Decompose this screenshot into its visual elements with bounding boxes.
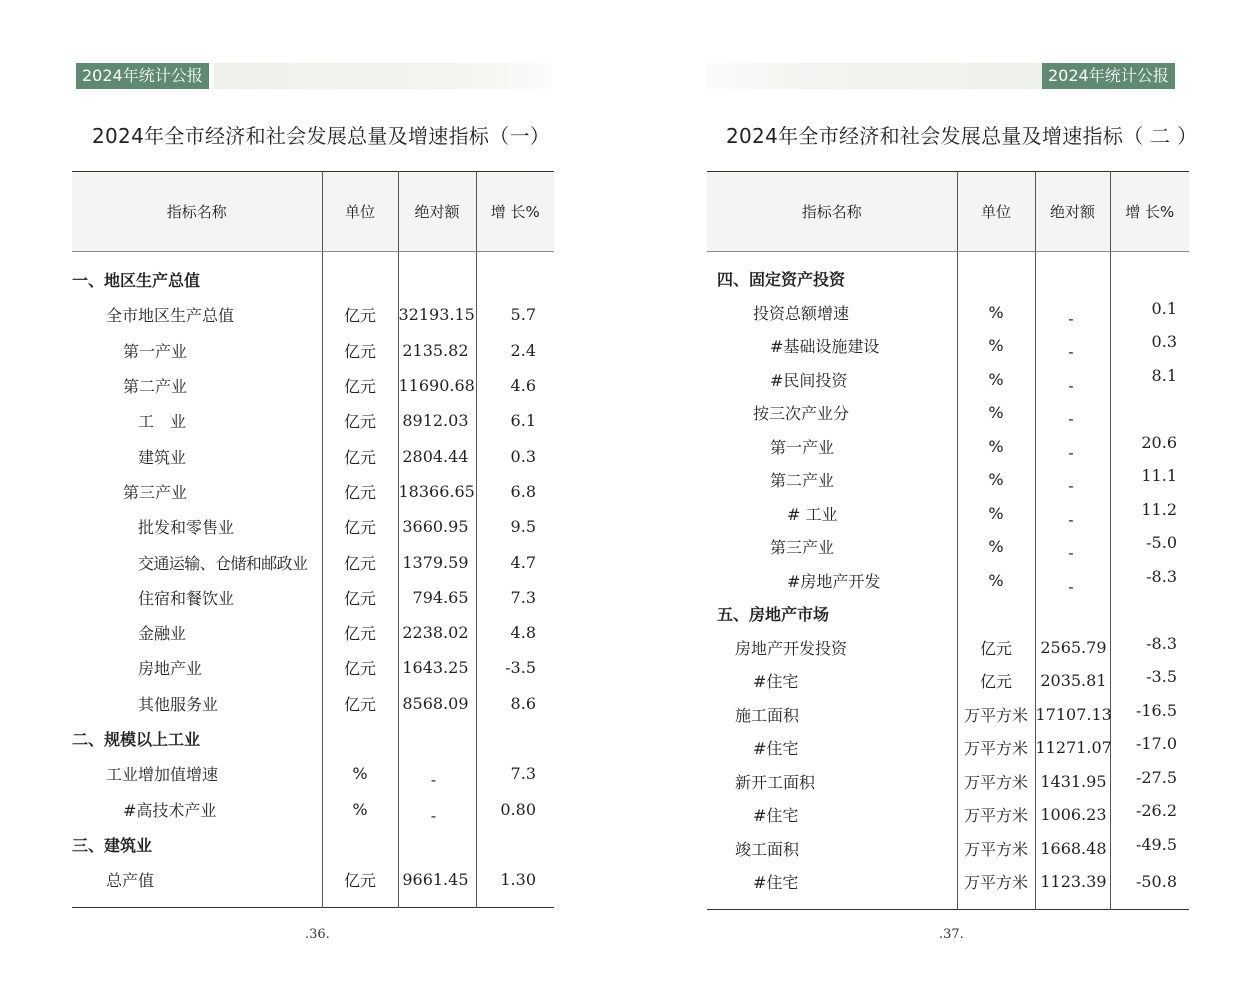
table-header-row xyxy=(72,172,554,252)
absolute-cell: 3660.95 xyxy=(398,509,476,544)
indicator-name: 建筑业 xyxy=(138,447,187,467)
indicator-name: 全市地区生产总值 xyxy=(106,306,235,326)
table-row xyxy=(72,297,554,332)
table-row xyxy=(707,463,1189,497)
table-row xyxy=(707,396,1189,430)
growth-cell: 0.80 xyxy=(476,791,554,826)
growth-cell xyxy=(1110,392,1189,426)
absolute-cell: 17107.13 xyxy=(1035,698,1110,732)
unit-cell: % xyxy=(322,756,398,791)
header-band xyxy=(706,63,1042,89)
column-header-absolute: 绝对额 xyxy=(1035,172,1110,252)
unit-cell: 亿元 xyxy=(322,333,398,368)
absolute-cell: 18366.65 xyxy=(398,474,476,509)
growth-cell: 2.4 xyxy=(476,333,554,368)
unit-cell: 亿元 xyxy=(322,368,398,403)
absolute-cell: - xyxy=(430,770,437,790)
absolute-cell: 8568.09 xyxy=(398,686,476,721)
unit-cell: 亿元 xyxy=(322,297,398,332)
growth-cell: -50.8 xyxy=(1110,865,1189,899)
section-row xyxy=(707,262,1189,296)
unit-cell: 亿元 xyxy=(322,686,398,721)
column-header-name: 指标名称 xyxy=(72,172,322,252)
indicator-name: #民间投资 xyxy=(770,370,848,390)
indicator-name: 第一产业 xyxy=(770,437,835,457)
growth-cell: -17.0 xyxy=(1110,727,1189,761)
absolute-cell: 2135.82 xyxy=(398,333,476,368)
indicator-table xyxy=(707,171,1189,910)
unit-cell: % xyxy=(957,363,1035,397)
growth-cell: -8.3 xyxy=(1110,627,1189,661)
unit-cell: 万平方米 xyxy=(957,798,1035,832)
absolute-cell: 8912.03 xyxy=(398,403,476,438)
column-header-growth: 增 长% xyxy=(1110,172,1189,252)
unit-cell: % xyxy=(957,564,1035,598)
indicator-name: 批发和零售业 xyxy=(138,518,235,538)
absolute-cell: 2035.81 xyxy=(1035,664,1110,698)
absolute-cell: 1006.23 xyxy=(1035,798,1110,832)
unit-cell: 亿元 xyxy=(322,615,398,650)
table-row xyxy=(72,756,554,791)
growth-cell: 11.1 xyxy=(1110,459,1189,493)
unit-cell: 亿元 xyxy=(957,664,1035,698)
table-row xyxy=(707,765,1189,799)
table-row xyxy=(72,686,554,721)
section-heading: 一、地区生产总值 xyxy=(72,271,201,291)
unit-cell: % xyxy=(957,530,1035,564)
indicator-name: #房地产开发 xyxy=(787,571,881,591)
growth-cell: 5.7 xyxy=(476,297,554,332)
section-heading: 二、规模以上工业 xyxy=(72,730,201,749)
absolute-cell: - xyxy=(1068,442,1074,462)
growth-cell: 7.3 xyxy=(476,756,554,791)
section-row xyxy=(72,721,554,756)
table-row xyxy=(72,580,554,615)
indicator-name: #基础设施建设 xyxy=(770,337,880,357)
table-row xyxy=(707,798,1189,832)
absolute-cell: 11690.68 xyxy=(398,368,476,403)
growth-cell: -5.0 xyxy=(1110,526,1189,560)
table-row xyxy=(707,698,1189,732)
table-row xyxy=(707,430,1189,464)
indicator-name: 金融业 xyxy=(138,624,187,644)
table-row xyxy=(707,664,1189,698)
unit-cell: 万平方米 xyxy=(957,832,1035,866)
unit-cell: 亿元 xyxy=(322,544,398,579)
growth-cell: 0.3 xyxy=(1110,325,1189,359)
indicator-name: 新开工面积 xyxy=(735,772,816,792)
absolute-cell: 32193.15 xyxy=(398,297,476,332)
growth-cell: -49.5 xyxy=(1110,828,1189,862)
indicator-name: #住宅 xyxy=(753,672,799,692)
indicator-name: 投资总额增速 xyxy=(753,303,850,323)
absolute-cell: 1431.95 xyxy=(1035,765,1110,799)
unit-cell: 亿元 xyxy=(957,631,1035,665)
absolute-cell: 1643.25 xyxy=(398,650,476,685)
table-header-row xyxy=(707,172,1189,252)
growth-cell: 20.6 xyxy=(1110,426,1189,460)
indicator-name: #住宅 xyxy=(753,873,799,893)
growth-cell: 11.2 xyxy=(1110,493,1189,527)
table-row xyxy=(707,497,1189,531)
growth-cell: 8.1 xyxy=(1110,359,1189,393)
growth-cell: -26.2 xyxy=(1110,794,1189,828)
growth-cell: 6.1 xyxy=(476,403,554,438)
unit-cell: 万平方米 xyxy=(957,765,1035,799)
column-header-unit: 单位 xyxy=(957,172,1035,252)
unit-cell: 万平方米 xyxy=(957,698,1035,732)
section-heading: 三、建筑业 xyxy=(72,835,153,855)
table-row xyxy=(72,791,554,826)
absolute-cell: 2565.79 xyxy=(1035,631,1110,665)
table-row xyxy=(72,474,554,509)
unit-cell: % xyxy=(957,329,1035,363)
header-tag: 2024年统计公报 xyxy=(1042,63,1175,89)
table-row xyxy=(707,296,1189,330)
section-row xyxy=(72,827,554,862)
unit-cell: 万平方米 xyxy=(957,731,1035,765)
right-page xyxy=(630,0,1259,998)
table-row xyxy=(72,615,554,650)
absolute-cell: - xyxy=(1068,576,1074,596)
table-row xyxy=(72,650,554,685)
growth-cell: -27.5 xyxy=(1110,761,1189,795)
column-header-name: 指标名称 xyxy=(707,172,957,252)
growth-cell: 0.3 xyxy=(476,438,554,473)
absolute-cell: 794.65 xyxy=(398,580,476,615)
unit-cell: 亿元 xyxy=(322,438,398,473)
page-number: .36. xyxy=(305,927,330,942)
indicator-name: 总产值 xyxy=(106,871,155,891)
section-row xyxy=(72,262,554,297)
indicator-name: #住宅 xyxy=(753,739,799,759)
indicator-name: 第二产业 xyxy=(123,377,188,397)
absolute-cell: - xyxy=(1068,509,1074,529)
header-tag: 2024年统计公报 xyxy=(76,63,209,89)
growth-cell: 6.8 xyxy=(476,474,554,509)
page-number: .37. xyxy=(939,927,964,942)
indicator-name: 工业增加值增速 xyxy=(106,765,219,785)
indicator-name: 施工面积 xyxy=(735,705,800,725)
indicator-name: 第三产业 xyxy=(123,482,188,502)
unit-cell: % xyxy=(957,296,1035,330)
table-row xyxy=(72,862,554,897)
section-heading: 五、房地产市场 xyxy=(717,605,830,625)
absolute-cell: - xyxy=(1068,375,1074,395)
unit-cell: % xyxy=(957,430,1035,464)
table-row xyxy=(72,544,554,579)
indicator-name: 第三产业 xyxy=(770,538,835,558)
table-row xyxy=(707,564,1189,598)
section-row xyxy=(707,597,1189,631)
table-title: 2024年全市经济和社会发展总量及增速指标（一） xyxy=(92,124,551,148)
absolute-cell: - xyxy=(1068,543,1074,563)
unit-cell: % xyxy=(322,791,398,826)
growth-cell: -3.5 xyxy=(476,650,554,685)
indicator-name: 住宿和餐饮业 xyxy=(138,588,235,608)
unit-cell: 亿元 xyxy=(322,509,398,544)
table-row xyxy=(72,438,554,473)
unit-cell: 亿元 xyxy=(322,403,398,438)
growth-cell: 1.30 xyxy=(476,862,554,897)
absolute-cell: - xyxy=(1068,342,1074,362)
absolute-cell: - xyxy=(430,805,437,825)
growth-cell: 7.3 xyxy=(476,580,554,615)
growth-cell: -8.3 xyxy=(1110,560,1189,594)
absolute-cell: - xyxy=(1068,308,1074,328)
header-band xyxy=(214,63,552,89)
unit-cell: 亿元 xyxy=(322,580,398,615)
absolute-cell: 1123.39 xyxy=(1035,865,1110,899)
growth-cell: 4.7 xyxy=(476,544,554,579)
table-row xyxy=(72,368,554,403)
table-row xyxy=(707,865,1189,899)
indicator-name: # 工业 xyxy=(787,504,838,524)
absolute-cell: 1668.48 xyxy=(1035,832,1110,866)
table-row xyxy=(707,631,1189,665)
table-row xyxy=(707,329,1189,363)
absolute-cell: 2804.44 xyxy=(398,438,476,473)
indicator-name: 房地产开发投资 xyxy=(735,638,848,658)
indicator-name: 竣工面积 xyxy=(735,839,800,859)
absolute-cell: 2238.02 xyxy=(398,615,476,650)
absolute-cell: 1379.59 xyxy=(398,544,476,579)
indicator-name: 房地产业 xyxy=(138,659,203,679)
indicator-name: 工 业 xyxy=(138,412,187,432)
unit-cell: 亿元 xyxy=(322,474,398,509)
table-row xyxy=(707,363,1189,397)
growth-cell: 8.6 xyxy=(476,686,554,721)
section-heading: 四、固定资产投资 xyxy=(717,270,846,290)
table-row xyxy=(72,509,554,544)
table-row xyxy=(72,333,554,368)
absolute-cell: - xyxy=(1068,409,1074,429)
indicator-name: #高技术产业 xyxy=(123,800,217,820)
growth-cell: 4.8 xyxy=(476,615,554,650)
table-row xyxy=(707,530,1189,564)
indicator-name: 第一产业 xyxy=(123,341,188,361)
growth-cell: 4.6 xyxy=(476,368,554,403)
unit-cell: 万平方米 xyxy=(957,865,1035,899)
growth-cell: -16.5 xyxy=(1110,694,1189,728)
table-row xyxy=(707,832,1189,866)
indicator-name: #住宅 xyxy=(753,806,799,826)
unit-cell: % xyxy=(957,497,1035,531)
indicator-name: 第二产业 xyxy=(770,471,835,491)
growth-cell: 9.5 xyxy=(476,509,554,544)
indicator-name: 交通运输、仓储和邮政业 xyxy=(138,553,308,573)
unit-cell: 亿元 xyxy=(322,862,398,897)
indicator-table xyxy=(72,171,554,908)
absolute-cell: 11271.07 xyxy=(1035,731,1110,765)
table-row xyxy=(707,731,1189,765)
absolute-cell: - xyxy=(1068,476,1074,496)
indicator-name: 按三次产业分 xyxy=(753,404,850,424)
table-title: 2024年全市经济和社会发展总量及增速指标（ 二 ） xyxy=(726,124,1198,148)
unit-cell: % xyxy=(957,396,1035,430)
indicator-name: 其他服务业 xyxy=(138,694,219,714)
unit-cell: % xyxy=(957,463,1035,497)
growth-cell: -3.5 xyxy=(1110,660,1189,694)
absolute-cell: 9661.45 xyxy=(398,862,476,897)
table-row xyxy=(72,403,554,438)
column-header-growth: 增 长% xyxy=(476,172,554,252)
growth-cell: 0.1 xyxy=(1110,292,1189,326)
unit-cell: 亿元 xyxy=(322,650,398,685)
column-header-absolute: 绝对额 xyxy=(398,172,476,252)
column-header-unit: 单位 xyxy=(322,172,398,252)
